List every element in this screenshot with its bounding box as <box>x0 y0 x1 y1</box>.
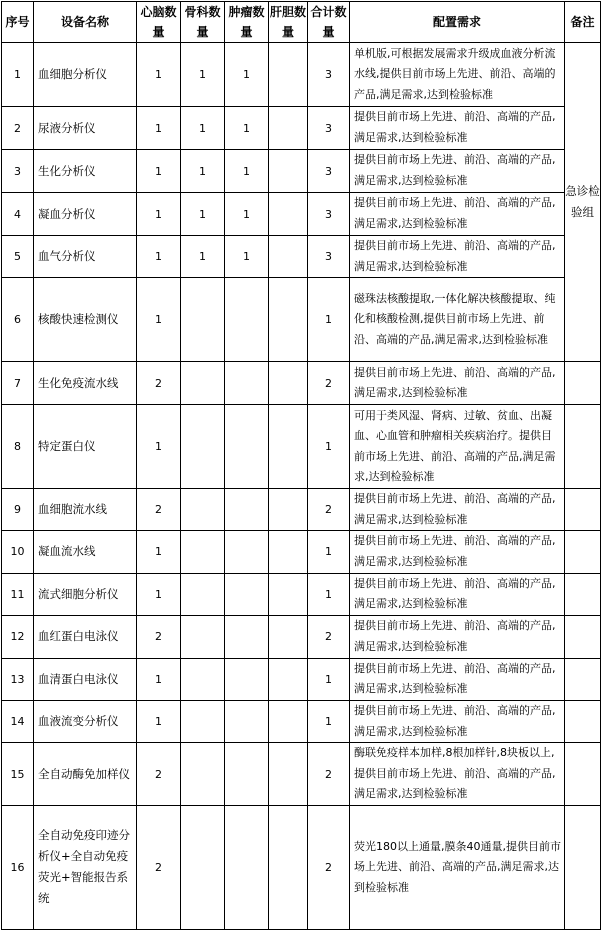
row-xinnao: 1 <box>137 658 181 700</box>
row-seq: 7 <box>2 362 34 405</box>
row-xinnao: 2 <box>137 615 181 658</box>
header-note: 备注 <box>565 2 601 43</box>
row-total: 1 <box>308 531 350 573</box>
header-gandan: 肝胆数量 <box>269 2 308 43</box>
row-total: 2 <box>308 615 350 658</box>
row-name: 凝血流水线 <box>34 531 137 573</box>
row-name: 全自动酶免加样仪 <box>34 743 137 806</box>
row-guke <box>181 805 225 929</box>
row-xinnao: 2 <box>137 743 181 806</box>
row-guke <box>181 489 225 531</box>
row-total: 1 <box>308 278 350 362</box>
row-seq: 5 <box>2 236 34 278</box>
row-gandan <box>269 150 308 193</box>
table-row <box>2 278 601 362</box>
note-empty <box>565 405 601 489</box>
row-name: 尿液分析仪 <box>34 107 137 150</box>
row-zhongliu: 1 <box>225 236 269 278</box>
row-zhongliu <box>225 573 269 615</box>
row-gandan <box>269 362 308 405</box>
row-gandan <box>269 658 308 700</box>
header-heji: 合计数量 <box>308 2 350 43</box>
row-name: 全自动免疫印迹分析仪+全自动免疫荧光+智能报告系统 <box>34 805 137 929</box>
row-total: 1 <box>308 405 350 489</box>
header-config: 配置需求 <box>350 2 565 43</box>
row-zhongliu: 1 <box>225 193 269 236</box>
table-row <box>2 236 601 278</box>
row-seq: 16 <box>2 805 34 929</box>
row-seq: 3 <box>2 150 34 193</box>
note-empty <box>565 573 601 615</box>
row-total: 2 <box>308 805 350 929</box>
row-name: 血清蛋白电泳仪 <box>34 658 137 700</box>
row-config: 提供目前市场上先进、前沿、高端的产品,满足需求,达到检验标准 <box>350 236 565 278</box>
note-empty <box>565 531 601 573</box>
row-zhongliu <box>225 278 269 362</box>
table-row <box>2 193 601 236</box>
row-config: 提供目前市场上先进、前沿、高端的产品,满足需求,达到检验标准 <box>350 150 565 193</box>
row-seq: 1 <box>2 43 34 107</box>
note-empty <box>565 658 601 700</box>
row-guke <box>181 278 225 362</box>
row-config: 可用于类风湿、肾病、过敏、贫血、出凝血、心血管和肿瘤相关疾病治疗。提供目前市场上先进、前沿、高端的产品,满足需求,达到检验标准 <box>350 405 565 489</box>
row-xinnao: 1 <box>137 107 181 150</box>
row-zhongliu <box>225 805 269 929</box>
row-seq: 14 <box>2 700 34 742</box>
table-row <box>2 43 601 107</box>
row-zhongliu <box>225 362 269 405</box>
row-guke: 1 <box>181 236 225 278</box>
row-guke <box>181 700 225 742</box>
row-xinnao: 1 <box>137 43 181 107</box>
row-config: 提供目前市场上先进、前沿、高端的产品,满足需求,达到检验标准 <box>350 531 565 573</box>
row-xinnao: 2 <box>137 489 181 531</box>
header-name: 设备名称 <box>34 2 137 43</box>
row-guke <box>181 658 225 700</box>
row-guke: 1 <box>181 43 225 107</box>
row-guke <box>181 362 225 405</box>
row-seq: 4 <box>2 193 34 236</box>
row-total: 3 <box>308 43 350 107</box>
header-row <box>2 2 601 43</box>
row-zhongliu <box>225 405 269 489</box>
row-config: 提供目前市场上先进、前沿、高端的产品,满足需求,达到检验标准 <box>350 107 565 150</box>
row-xinnao: 1 <box>137 405 181 489</box>
note-group: 急诊检验组 <box>565 43 601 362</box>
row-name: 流式细胞分析仪 <box>34 573 137 615</box>
note-empty <box>565 700 601 742</box>
table-row <box>2 362 601 405</box>
row-name: 生化免疫流水线 <box>34 362 137 405</box>
note-empty <box>565 615 601 658</box>
row-config: 荧光180以上通量,膜条40通量,提供目前市场上先进、前沿、高端的产品,满足需求,达到检验标准 <box>350 805 565 929</box>
row-total: 1 <box>308 658 350 700</box>
row-gandan <box>269 193 308 236</box>
header-guke: 骨科数量 <box>181 2 225 43</box>
row-config: 磁珠法核酸提取,一体化解决核酸提取、纯化和核酸检测,提供目前市场上先进、前沿、高端的产品,满足需求,达到检验标准 <box>350 278 565 362</box>
table-row <box>2 615 601 658</box>
row-xinnao: 2 <box>137 362 181 405</box>
row-gandan <box>269 615 308 658</box>
row-seq: 9 <box>2 489 34 531</box>
row-total: 2 <box>308 362 350 405</box>
table-row <box>2 573 601 615</box>
note-empty <box>565 743 601 806</box>
row-zhongliu <box>225 531 269 573</box>
row-name: 血红蛋白电泳仪 <box>34 615 137 658</box>
row-name: 生化分析仪 <box>34 150 137 193</box>
row-name: 核酸快速检测仪 <box>34 278 137 362</box>
row-guke: 1 <box>181 193 225 236</box>
header-xinnao: 心脑数量 <box>137 2 181 43</box>
row-name: 凝血分析仪 <box>34 193 137 236</box>
row-gandan <box>269 43 308 107</box>
row-name: 血细胞分析仪 <box>34 43 137 107</box>
row-total: 3 <box>308 107 350 150</box>
row-name: 血气分析仪 <box>34 236 137 278</box>
table-row <box>2 489 601 531</box>
row-zhongliu <box>225 489 269 531</box>
row-name: 血液流变分析仪 <box>34 700 137 742</box>
table-row <box>2 107 601 150</box>
note-empty <box>565 805 601 929</box>
table-row <box>2 658 601 700</box>
row-config: 提供目前市场上先进、前沿、高端的产品,满足需求,达到检验标准 <box>350 489 565 531</box>
row-xinnao: 1 <box>137 573 181 615</box>
row-seq: 8 <box>2 405 34 489</box>
table-row <box>2 405 601 489</box>
row-total: 3 <box>308 150 350 193</box>
row-seq: 15 <box>2 743 34 806</box>
row-zhongliu <box>225 615 269 658</box>
note-empty <box>565 362 601 405</box>
row-guke <box>181 743 225 806</box>
row-xinnao: 1 <box>137 531 181 573</box>
row-gandan <box>269 573 308 615</box>
row-gandan <box>269 405 308 489</box>
row-zhongliu: 1 <box>225 107 269 150</box>
row-guke: 1 <box>181 150 225 193</box>
row-seq: 10 <box>2 531 34 573</box>
row-gandan <box>269 107 308 150</box>
row-config: 提供目前市场上先进、前沿、高端的产品,满足需求,达到检验标准 <box>350 615 565 658</box>
row-total: 3 <box>308 193 350 236</box>
row-guke <box>181 531 225 573</box>
equipment-table <box>1 1 601 930</box>
row-gandan <box>269 805 308 929</box>
row-seq: 2 <box>2 107 34 150</box>
row-gandan <box>269 236 308 278</box>
row-seq: 13 <box>2 658 34 700</box>
row-guke: 1 <box>181 107 225 150</box>
row-config: 提供目前市场上先进、前沿、高端的产品,满足需求,达到检验标准 <box>350 573 565 615</box>
row-zhongliu <box>225 658 269 700</box>
row-xinnao: 1 <box>137 193 181 236</box>
row-config: 提供目前市场上先进、前沿、高端的产品,满足需求,达到检验标准 <box>350 362 565 405</box>
row-config: 酶联免疫样本加样,8根加样针,8块板以上,提供目前市场上先进、前沿、高端的产品,满足需求,达到检验标准 <box>350 743 565 806</box>
row-total: 1 <box>308 573 350 615</box>
row-total: 3 <box>308 236 350 278</box>
row-xinnao: 2 <box>137 805 181 929</box>
row-config: 单机版,可根据发展需求升级成血液分析流水线,提供目前市场上先进、前沿、高端的产品,满足需求,达到检验标准 <box>350 43 565 107</box>
row-guke <box>181 615 225 658</box>
row-gandan <box>269 278 308 362</box>
table-row <box>2 531 601 573</box>
row-zhongliu <box>225 700 269 742</box>
header-seq: 序号 <box>2 2 34 43</box>
row-config: 提供目前市场上先进、前沿、高端的产品,满足需求,达到检验标准 <box>350 193 565 236</box>
row-gandan <box>269 531 308 573</box>
row-gandan <box>269 489 308 531</box>
row-config: 提供目前市场上先进、前沿、高端的产品,满足需求,达到检验标准 <box>350 700 565 742</box>
row-xinnao: 1 <box>137 150 181 193</box>
row-name: 特定蛋白仪 <box>34 405 137 489</box>
table-row <box>2 805 601 929</box>
row-seq: 11 <box>2 573 34 615</box>
table-row <box>2 150 601 193</box>
table-row <box>2 700 601 742</box>
header-zhongliu: 肿瘤数量 <box>225 2 269 43</box>
row-seq: 12 <box>2 615 34 658</box>
row-total: 2 <box>308 489 350 531</box>
row-xinnao: 1 <box>137 700 181 742</box>
row-gandan <box>269 743 308 806</box>
row-seq: 6 <box>2 278 34 362</box>
row-zhongliu: 1 <box>225 43 269 107</box>
row-zhongliu: 1 <box>225 150 269 193</box>
row-guke <box>181 405 225 489</box>
row-name: 血细胞流水线 <box>34 489 137 531</box>
note-empty <box>565 489 601 531</box>
row-xinnao: 1 <box>137 278 181 362</box>
row-total: 1 <box>308 700 350 742</box>
table-row <box>2 743 601 806</box>
row-xinnao: 1 <box>137 236 181 278</box>
row-gandan <box>269 700 308 742</box>
row-total: 2 <box>308 743 350 806</box>
row-zhongliu <box>225 743 269 806</box>
row-config: 提供目前市场上先进、前沿、高端的产品,满足需求,达到检验标准 <box>350 658 565 700</box>
row-guke <box>181 573 225 615</box>
